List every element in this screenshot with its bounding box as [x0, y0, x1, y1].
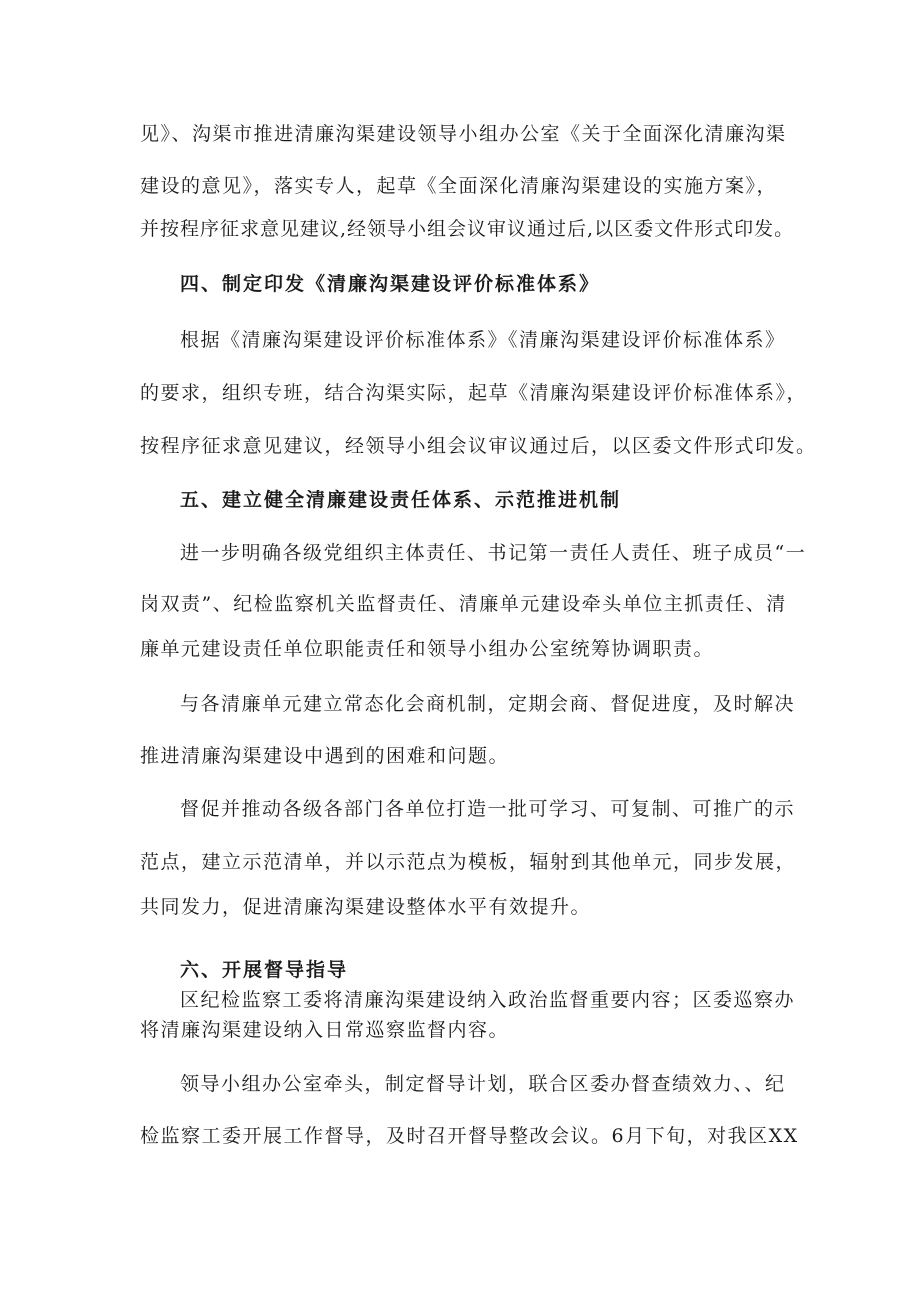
- paragraph-line: 并按程序征求意见建议,经领导小组会议审议通过后,以区委文件形式印发。: [140, 218, 795, 240]
- paragraph-line: 范点，建立示范清单，并以示范点为模板，辐射到其他单元，同步发展，: [140, 851, 797, 873]
- paragraph-line: 推进清廉沟渠建设中遇到的困难和问题。: [140, 745, 510, 767]
- paragraph-line: 与各清廉单元建立常态化会商机制，定期会商、督促进度，及时解决: [180, 693, 796, 715]
- section-heading-5: 五、建立健全清廉建设责任体系、示范推进机制: [180, 489, 622, 511]
- paragraph-line: 按程序征求意见建议，经领导小组会议审议通过后，以区委文件形式印发。: [140, 435, 817, 457]
- paragraph-line: 根据《清廉沟渠建设评价标准体系》《清廉沟渠建设评价标准体系》: [180, 329, 786, 351]
- paragraph-line: 廉单元建设责任单位职能责任和领导小组办公室统筹协调职责。: [140, 638, 715, 660]
- paragraph-line: 共同发力，促进清廉沟渠建设整体水平有效提升。: [140, 896, 592, 918]
- section-heading-4: 四、制定印发《清廉沟渠建设评价标准体系》: [180, 273, 601, 295]
- paragraph-line: 岗双责”、纪检监察机关监督责任、清廉单元建设牵头单位主抓责任、清: [140, 593, 787, 615]
- section-heading-6: 六、开展督导指导: [180, 959, 349, 981]
- paragraph-line: 将清廉沟渠建设纳入日常巡察监督内容。: [140, 1019, 510, 1041]
- paragraph-line: 检监察工委开展工作督导，及时召开督导整改会议。6月下旬，对我区XX: [140, 1125, 799, 1147]
- paragraph-line: 建设的意见》，落实专人，起草《全面深化清廉沟渠建设的实施方案》，: [140, 175, 778, 197]
- paragraph-line: 进一步明确各级党组织主体责任、书记第一责任人责任、班子成员“一: [180, 542, 807, 564]
- paragraph-line: 的要求，组织专班，结合沟渠实际，起草《清廉沟渠建设评价标准体系》，: [140, 382, 808, 404]
- paragraph-line: 见》、沟渠市推进清廉沟渠建设领导小组办公室《关于全面深化清廉沟渠: [140, 123, 787, 145]
- paragraph-line: 区纪检监察工委将清廉沟渠建设纳入政治监督重要内容；区委巡察办: [180, 989, 796, 1011]
- paragraph-line: 领导小组办公室牵头，制定督导计划，联合区委办督查绩效力、、纪: [180, 1073, 786, 1095]
- paragraph-line: 督促并推动各级各部门各单位打造一批可学习、可复制、可推广的示: [180, 798, 796, 820]
